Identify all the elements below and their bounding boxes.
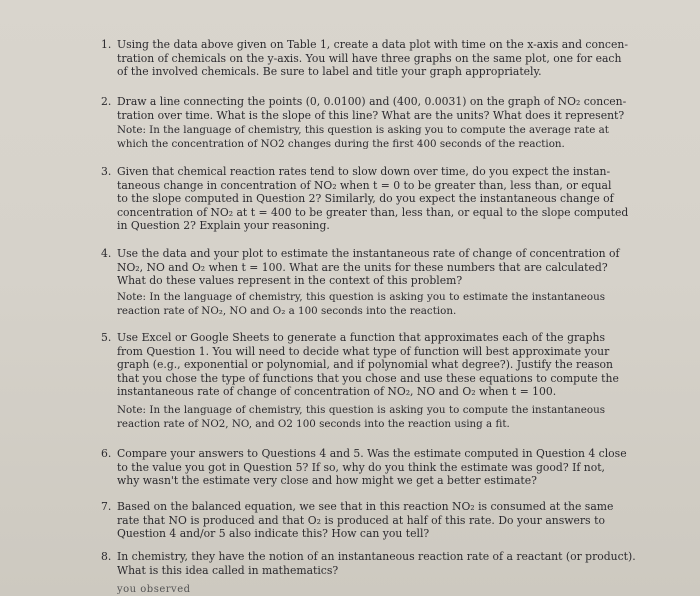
question-line: tration over time. What is the slope of this line? What are the units? What does it represent? bbox=[117, 108, 625, 122]
question-number: 1. bbox=[101, 38, 112, 51]
question-number: 5. bbox=[101, 331, 112, 344]
note-line: reaction rate of NO2, NO, and O2 100 seconds into the reaction using a fit. bbox=[117, 417, 510, 430]
question-note bbox=[117, 124, 609, 151]
question-line: What do these values represent in the context of this problem? bbox=[117, 274, 463, 288]
question-number: 8. bbox=[101, 550, 112, 563]
question-text bbox=[117, 447, 627, 488]
question-text bbox=[117, 165, 629, 233]
question-number: 7. bbox=[101, 500, 112, 513]
note-line: Note: In the language of chemistry, this question is asking you to estimate the instantaneous bbox=[117, 291, 605, 303]
question-line: instantaneous rate of change of concentration of NO₂, NO and O₂ when t = 100. bbox=[117, 385, 557, 399]
question-number: 3. bbox=[101, 165, 112, 178]
question-text bbox=[117, 331, 619, 399]
question-line: of the involved chemicals. Be sure to label and title your graph appropriately. bbox=[117, 65, 542, 79]
question-line: to the slope computed in Question 2? Similarly, do you expect the instantaneous change of bbox=[117, 192, 614, 206]
question-line: What is this idea called in mathematics? bbox=[117, 563, 339, 577]
question-line: that you chose the type of functions that you chose and use these equations to compute the bbox=[117, 371, 619, 385]
question-note bbox=[117, 291, 605, 318]
question-line: in Question 2? Explain your reasoning. bbox=[117, 219, 330, 233]
question-line: tration of chemicals on the y-axis. You will have three graphs on the same plot, one for each bbox=[117, 51, 622, 65]
question-line: Given that chemical reaction rates tend to slow down over time, do you expect the instan- bbox=[117, 165, 611, 178]
question-number: 2. bbox=[101, 95, 112, 108]
question-text bbox=[117, 247, 620, 288]
question-text bbox=[117, 95, 627, 122]
question-line: Compare your answers to Questions 4 and 5. Was the estimate computed in Question 4 close bbox=[117, 447, 627, 460]
note-line: reaction rate of NO₂, NO and O₂ a 100 seconds into the reaction. bbox=[117, 304, 457, 317]
question-line: Based on the balanced equation, we see that in this reaction NO₂ is consumed at the same bbox=[117, 500, 614, 513]
question-line: In chemistry, they have the notion of an instantaneous reaction rate of a reactant (or product). bbox=[117, 550, 636, 563]
question-text bbox=[117, 550, 636, 577]
question-line: graph (e.g., exponential or polynomial, and if polynomial what degree?). Justify the reason bbox=[117, 358, 614, 372]
question-text bbox=[117, 500, 614, 541]
question-line: Draw a line connecting the points (0, 0.0100) and (400, 0.0031) on the graph of NO₂ concen- bbox=[117, 95, 627, 108]
question-line: taneous change in concentration of NO₂ when t = 0 to be greater than, less than, or equal bbox=[117, 178, 612, 192]
note-line: which the concentration of NO2 changes during the first 400 seconds of the reaction. bbox=[117, 137, 565, 150]
question-line: Use Excel or Google Sheets to generate a function that approximates each of the graphs bbox=[117, 331, 605, 344]
cut-off-line: you observed bbox=[117, 584, 191, 595]
note-line: Note: In the language of chemistry, this question is asking you to compute the average rate at bbox=[117, 124, 609, 136]
question-line: rate that NO is produced and that O₂ is produced at half of this rate. Do your answers to bbox=[117, 513, 605, 527]
question-note bbox=[117, 404, 605, 431]
question-line: Using the data above given on Table 1, create a data plot with time on the x-axis and concen- bbox=[117, 38, 628, 51]
question-line: concentration of NO₂ at t = 400 to be greater than, less than, or equal to the slope computed bbox=[117, 205, 629, 219]
question-line: NO₂, NO and O₂ when t = 100. What are the units for these numbers that are calculated? bbox=[117, 260, 608, 274]
question-line: why wasn't the estimate very close and how might we get a better estimate? bbox=[117, 474, 537, 488]
question-line: from Question 1. You will need to decide what type of function will best approximate your bbox=[117, 344, 610, 358]
question-number: 4. bbox=[101, 247, 112, 260]
question-number: 6. bbox=[101, 447, 112, 460]
question-line: Question 4 and/or 5 also indicate this? How can you tell? bbox=[117, 527, 430, 541]
question-text bbox=[117, 38, 628, 79]
question-line: to the value you got in Question 5? If so, why do you think the estimate was good? If not, bbox=[117, 460, 605, 474]
note-line: Note: In the language of chemistry, this question is asking you to compute the instantaneous bbox=[117, 404, 605, 416]
question-line: Use the data and your plot to estimate the instantaneous rate of change of concentration of bbox=[117, 247, 620, 260]
